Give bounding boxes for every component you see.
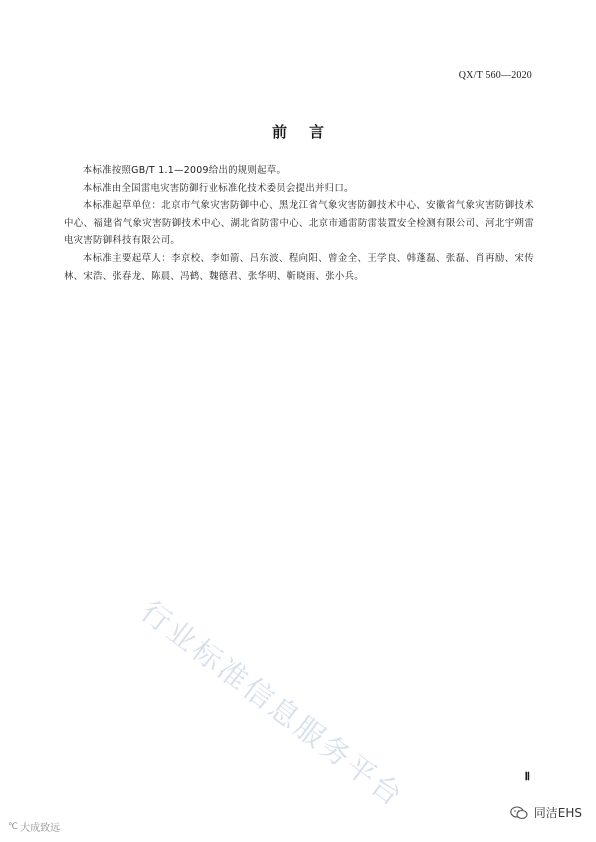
document-code: QX/T 560—2020: [458, 70, 532, 81]
wechat-icon: [510, 806, 528, 820]
watermark-text: 行业标准信息服务平台: [134, 593, 411, 814]
source-mark-label: 大成致远: [20, 823, 61, 834]
paragraph-drafters: 本标准主要起草人：李京校、李如箭、吕东波、程向阳、曾金全、王学良、韩蓬磊、张磊、肖再励、宋传林、宋浩、张春龙、陈晨、冯鹤、魏德君、张华明、靳晓雨、张小兵。: [64, 252, 534, 282]
source-mark-prefix: ℃: [8, 821, 19, 832]
page-title: 前言: [271, 123, 346, 141]
source-mark: [8, 819, 60, 834]
paragraph-drafting-rules: 本标准按照GB/T 1.1—2009给出的规则起草。: [82, 165, 287, 176]
paragraph-drafting-units: 本标准起草单位：北京市气象灾害防御中心、黑龙江省气象灾害防御技术中心、安徽省气象灾害防御技术中心、福建省气象灾害防御技术中心、湖北省防雷中心、北京市通雷防雷装置安全检测有限公司、河北宇朔雷电灾害防御科技有限公司。: [64, 200, 534, 247]
page-number: Ⅱ: [524, 771, 530, 783]
foreword-body: [64, 162, 534, 285]
paragraph-proposer: 本标准由全国雷电灾害防御行业标准化技术委员会提出并归口。: [82, 182, 354, 194]
wechat-account-name: 同洁EHS: [533, 806, 582, 820]
wechat-badge[interactable]: [510, 804, 582, 821]
